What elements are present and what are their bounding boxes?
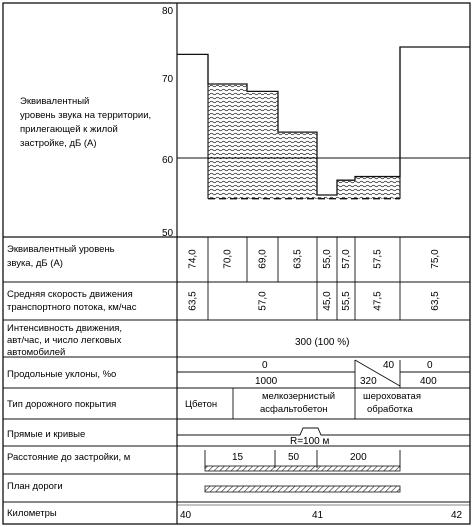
road-plan-strip — [205, 486, 400, 492]
slope-top-right-1: 40 — [383, 360, 395, 371]
speed-value-2: 45,0 — [322, 291, 333, 311]
row-label: Средняя скорость движения — [7, 289, 133, 300]
distance-15: 15 — [232, 452, 244, 463]
y-tick-50: 50 — [162, 228, 174, 239]
y-tick-70: 70 — [162, 74, 174, 85]
level-value-7: 75,0 — [430, 249, 441, 269]
row-distance — [7, 450, 400, 471]
row-slopes — [7, 360, 470, 388]
level-value-4: 55,0 — [322, 249, 333, 269]
speed-value-4: 47,5 — [372, 291, 384, 311]
level-value-2: 69,0 — [257, 249, 269, 269]
excess-area-6 — [355, 177, 400, 199]
intensity-value: 300 (100 %) — [295, 337, 350, 348]
row-label: транспортного потока, км/час — [7, 302, 137, 313]
chart-ylabel-4: застройке, дБ (А) — [20, 138, 97, 149]
km-42: 42 — [451, 510, 463, 521]
speed-value-0: 63,5 — [187, 291, 199, 311]
km-label: Километры — [7, 508, 57, 519]
surface-rough-2: обработка — [367, 404, 413, 415]
km-41: 41 — [312, 510, 324, 521]
surface-asphalt-2: асфальтобетон — [260, 404, 328, 415]
excess-area-5 — [337, 180, 355, 199]
speed-value-5: 63,5 — [430, 291, 441, 311]
level-value-3: 63,5 — [292, 249, 304, 269]
curve-radius: R=100 м — [290, 436, 330, 447]
slope-top-right-2: 0 — [427, 360, 433, 371]
surface-asphalt-1: мелкозернистый — [262, 391, 336, 402]
row-label: Эквивалентный уровень — [7, 244, 115, 255]
slope-top-left: 0 — [262, 360, 268, 371]
row-label: звука, дБ (А) — [7, 258, 63, 269]
speed-value-1: 57,0 — [257, 291, 269, 311]
excess-area-3 — [278, 132, 317, 199]
excess-area-2 — [247, 91, 278, 198]
row-label: Интенсивность движения, — [7, 323, 123, 334]
chart-ylabel-2: уровень звука на территории, — [20, 110, 152, 121]
row-km — [7, 505, 470, 521]
building-strip — [205, 466, 400, 471]
row-curves — [7, 428, 470, 447]
noise-chart — [0, 0, 470, 239]
chart-ylabel-1: Эквивалентный — [20, 96, 90, 107]
distance-label: Расстояние до застройки, м — [7, 452, 131, 463]
surface-concrete: Цбетон — [185, 399, 218, 410]
y-tick-60: 60 — [162, 155, 174, 166]
slope-bottom-left: 1000 — [255, 376, 278, 387]
excess-area-1 — [208, 84, 247, 199]
row-label: авт/час, и число легковых — [7, 335, 122, 346]
row-label: автомобилей — [7, 347, 66, 358]
km-40: 40 — [180, 510, 192, 521]
slopes-label: Продольные уклоны, %о — [7, 369, 117, 380]
level-value-5: 57,0 — [341, 249, 352, 269]
level-value-1: 70,0 — [222, 249, 234, 269]
distance-200: 200 — [350, 452, 367, 463]
level-value-6: 57,5 — [372, 249, 384, 269]
plan-label: План дороги — [7, 481, 63, 492]
distance-50: 50 — [288, 452, 300, 463]
surface-rough-1: шероховатая — [363, 391, 421, 402]
chart-ylabel-3: прилегающей к жилой — [20, 124, 118, 135]
surface-label: Тип дорожного покрытия — [7, 399, 117, 410]
slope-bottom-mid: 320 — [360, 376, 377, 387]
row-plan — [7, 481, 400, 492]
y-tick-80: 80 — [162, 6, 174, 17]
slope-bottom-right: 400 — [420, 376, 437, 387]
curves-label: Прямые и кривые — [7, 429, 86, 440]
level-value-0: 74,0 — [187, 249, 199, 269]
speed-value-3: 55,5 — [341, 291, 352, 311]
